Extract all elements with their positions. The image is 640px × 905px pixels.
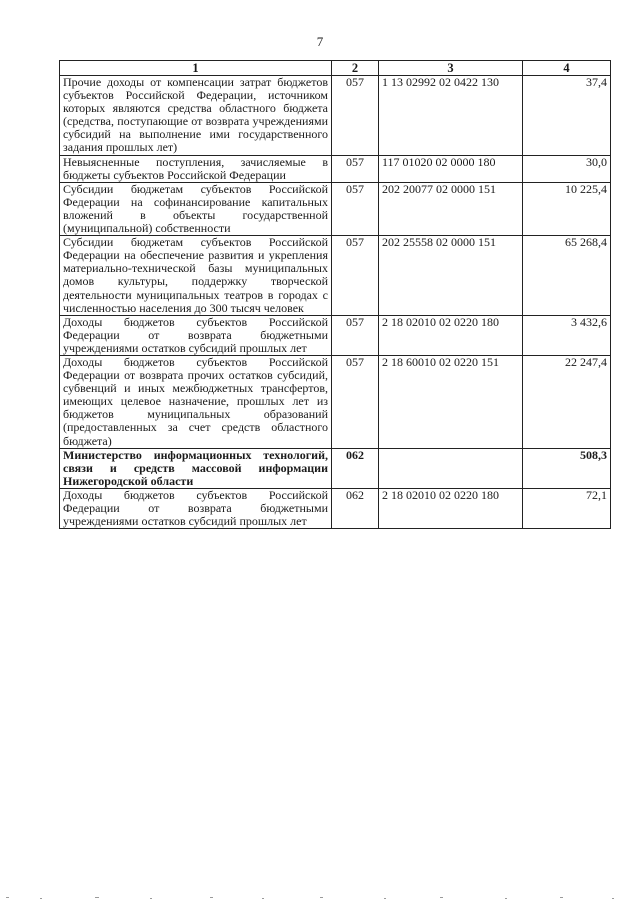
- row-description: Доходы бюджетов субъектов Российской Федерации от возврата бюджетными учреждениями остатков субсидий прошлых лет: [60, 315, 332, 355]
- row-admin-code: 057: [332, 182, 379, 235]
- table-row: [60, 155, 611, 182]
- column-header-2: 2: [332, 61, 379, 76]
- row-admin-code: 062: [332, 488, 379, 528]
- row-amount: 30,0: [523, 155, 611, 182]
- table-row: [60, 488, 611, 528]
- row-description: Субсидии бюджетам субъектов Российской Федерации на софинансирование капитальных вложений в объекты государственной (муниципальной) собственности: [60, 182, 332, 235]
- row-budget-code: 2 18 02010 02 0220 180: [379, 488, 523, 528]
- row-budget-code: 202 25558 02 0000 151: [379, 236, 523, 316]
- row-amount: 3 432,6: [523, 315, 611, 355]
- row-description: Доходы бюджетов субъектов Российской Федерации от возврата бюджетными учреждениями остатков субсидий прошлых лет: [60, 488, 332, 528]
- row-budget-code: 1 13 02992 02 0422 130: [379, 76, 523, 156]
- table-row-ministry: [60, 448, 611, 488]
- table-row: [60, 76, 611, 156]
- table-row: [60, 236, 611, 316]
- row-description: Министерство информационных технологий, связи и средств массовой информации Нижегородской области: [60, 448, 332, 488]
- row-budget-code: [379, 448, 523, 488]
- row-admin-code: 057: [332, 315, 379, 355]
- table-row: [60, 355, 611, 448]
- row-amount: 37,4: [523, 76, 611, 156]
- scan-specks: [0, 895, 640, 901]
- row-amount: 65 268,4: [523, 236, 611, 316]
- row-admin-code: 057: [332, 155, 379, 182]
- row-budget-code: 202 20077 02 0000 151: [379, 182, 523, 235]
- row-admin-code: 057: [332, 355, 379, 448]
- row-amount: 22 247,4: [523, 355, 611, 448]
- row-description: Невыясненные поступления, зачисляемые в бюджеты субъектов Российской Федерации: [60, 155, 332, 182]
- row-admin-code: 057: [332, 236, 379, 316]
- header-row: [60, 61, 611, 76]
- row-amount: 10 225,4: [523, 182, 611, 235]
- row-amount: 72,1: [523, 488, 611, 528]
- row-description: Прочие доходы от компенсации затрат бюджетов субъектов Российской Федерации, источником которых являются средства областного бюджета (средства, поступающие от возврата учреждениями субсидий на выполнение ими государственного задания прошлых лет): [60, 76, 332, 156]
- row-budget-code: 117 01020 02 0000 180: [379, 155, 523, 182]
- revenue-table: [59, 60, 611, 529]
- column-header-3: 3: [379, 61, 523, 76]
- row-admin-code: 057: [332, 76, 379, 156]
- row-budget-code: 2 18 02010 02 0220 180: [379, 315, 523, 355]
- column-header-4: 4: [523, 61, 611, 76]
- row-budget-code: 2 18 60010 02 0220 151: [379, 355, 523, 448]
- row-description: Доходы бюджетов субъектов Российской Федерации от возврата прочих остатков субсидий, субвенций и иных межбюджетных трансфертов, имеющих целевое назначение, прошлых лет из бюджетов муниципальных образований (предоставленных за счет средств областного бюджета): [60, 355, 332, 448]
- table-row: [60, 182, 611, 235]
- row-description: Субсидии бюджетам субъектов Российской Федерации на обеспечение развития и укрепления материально-технической базы муниципальных домов культуры, поддержку творческой деятельности муниципальных театров в городах с численностью населения до 300 тысяч человек: [60, 236, 332, 316]
- row-amount: 508,3: [523, 448, 611, 488]
- page-number: 7: [316, 34, 324, 49]
- table-row: [60, 315, 611, 355]
- row-admin-code: 062: [332, 448, 379, 488]
- column-header-1: 1: [60, 61, 332, 76]
